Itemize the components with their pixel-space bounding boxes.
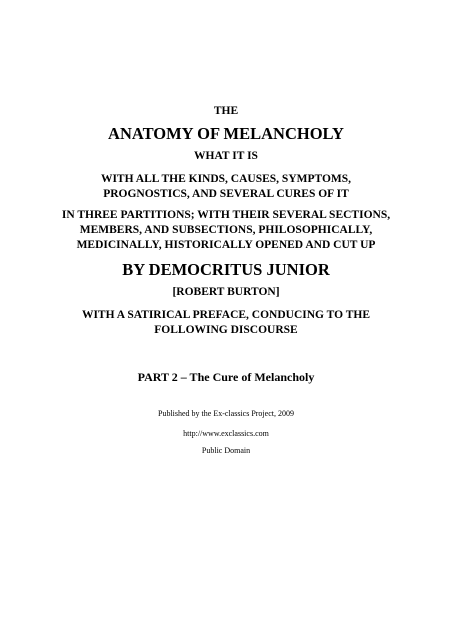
author-real-name: [ROBERT BURTON]	[172, 286, 280, 298]
preface-line-1: WITH A SATIRICAL PREFACE, CONDUCING TO THE	[81, 309, 371, 321]
part-title: PART 2 – The Cure of Melancholy	[137, 370, 315, 384]
causes-line-1: WITH ALL THE KINDS, CAUSES, SYMPTOMS,	[100, 173, 352, 185]
label-the: THE	[213, 105, 239, 117]
license-note: Public Domain	[201, 446, 251, 455]
partitions-line-3: MEDICINALLY, HISTORICALLY OPENED AND CUT UP	[76, 239, 376, 251]
subtitle: WHAT IT IS	[194, 150, 258, 162]
author-pseudonym: BY DEMOCRITUS JUNIOR	[122, 260, 330, 279]
website-url: http://www.exclassics.com	[183, 429, 269, 438]
book-title: ANATOMY OF MELANCHOLY	[108, 124, 344, 143]
preface-line-2: FOLLOWING DISCOURSE	[154, 324, 298, 336]
partitions-line-1: IN THREE PARTITIONS; WITH THEIR SEVERAL SECTIONS,	[61, 209, 391, 221]
partitions-line-2: MEMBERS, AND SUBSECTIONS, PHILOSOPHICALLY,	[79, 224, 373, 236]
publisher-note: Published by the Ex-classics Project, 2009	[158, 409, 294, 418]
causes-line-2: PROGNOSTICS, AND SEVERAL CURES OF IT	[103, 188, 349, 200]
